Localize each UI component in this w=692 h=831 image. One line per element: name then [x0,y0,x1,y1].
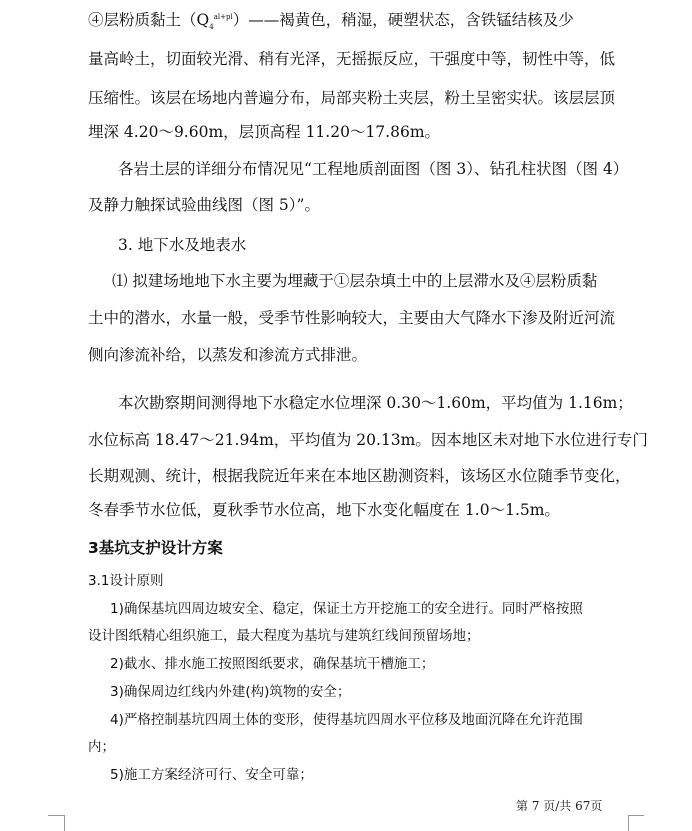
para-1-line-4: 埋深 4.20～9.60m，层顶高程 11.20～17.86m。 [88,123,441,141]
principle-item-4-line-2: 内； [88,739,115,755]
para-3-line-1: ⑴ 拟建场地地下水主要为埋藏于①层杂填土中的上层滞水及④层粉质黏 [112,272,598,290]
crop-mark-left-horizontal [48,815,64,816]
para-4-line-2: 水位标高 18.47～21.94m，平均值为 20.13m。因本地区未对地下水位进行专门 [88,431,648,449]
para-1-line-1-text-a: ④层粉质黏土（Q [88,11,210,29]
crop-mark-right-horizontal [628,815,644,816]
section-title: 3基坑支护设计方案 [88,539,223,557]
principle-item-5: 5)施工方案经济可行、安全可靠； [110,767,313,783]
principle-item-2: 2)截水、排水施工按照图纸要求，确保基坑干槽施工； [110,656,435,672]
para-1-line-1 [88,10,574,30]
para-2-line-1: 各岩土层的详细分布情况见“工程地质剖面图（图 3）、钻孔柱状图（图 4） [118,160,629,178]
principle-item-1-line-2: 设计图纸精心组织施工，最大程度为基坑与建筑红线间预留场地； [88,628,480,644]
para-3-line-2: 土中的潜水，水量一般，受季节性影响较大，主要由大气降水下渗及附近河流 [88,309,616,327]
para-4-line-1: 本次勘察期间测得地下水稳定水位埋深 0.30～1.60m，平均值为 1.16m； [118,394,633,412]
para-3-line-3: 侧向渗流补给，以蒸发和渗流方式排泄。 [88,346,368,364]
principle-item-3: 3)确保周边红线内外建(构)筑物的安全； [110,684,351,700]
groundwater-heading: 3. 地下水及地表水 [118,236,247,254]
page-number-footer: 第 7 页/共 67页 [516,799,603,813]
para-1-line-1-text-b: ）——褐黄色，稍湿，硬塑状态，含铁锰结核及少 [232,11,574,29]
subsection-title: 3.1设计原则 [88,573,164,589]
para-4-line-4: 冬春季节水位低，夏秋季节水位高，地下水变化幅度在 1.0～1.5m。 [88,501,560,519]
crop-mark-left-vertical [64,815,65,831]
para-1-line-2: 量高岭土，切面较光滑、稍有光泽，无摇振反应，干强度中等，韧性中等，低 [88,50,616,68]
principle-item-1-line-1: 1)确保基坑四周边坡安全、稳定，保证土方开挖施工的安全进行。同时严格按照 [110,601,583,617]
quaternary-superscript: al+pl [213,12,233,21]
para-4-line-3: 长期观测、统计，根据我院近年来在本地区勘测资料，该场区水位随季节变化， [88,467,631,485]
crop-mark-right-vertical [628,815,629,831]
para-2-line-2: 及静力触探试验曲线图（图 5）”。 [88,196,320,214]
principle-item-4-line-1: 4)严格控制基坑四周土体的变形，使得基坑四周水平位移及地面沉降在允许范围 [110,712,583,728]
para-1-line-3: 压缩性。该层在场地内普遍分布，局部夹粉土夹层，粉土呈密实状。该层层顶 [88,89,616,107]
quaternary-subscript: 4 [209,23,214,32]
